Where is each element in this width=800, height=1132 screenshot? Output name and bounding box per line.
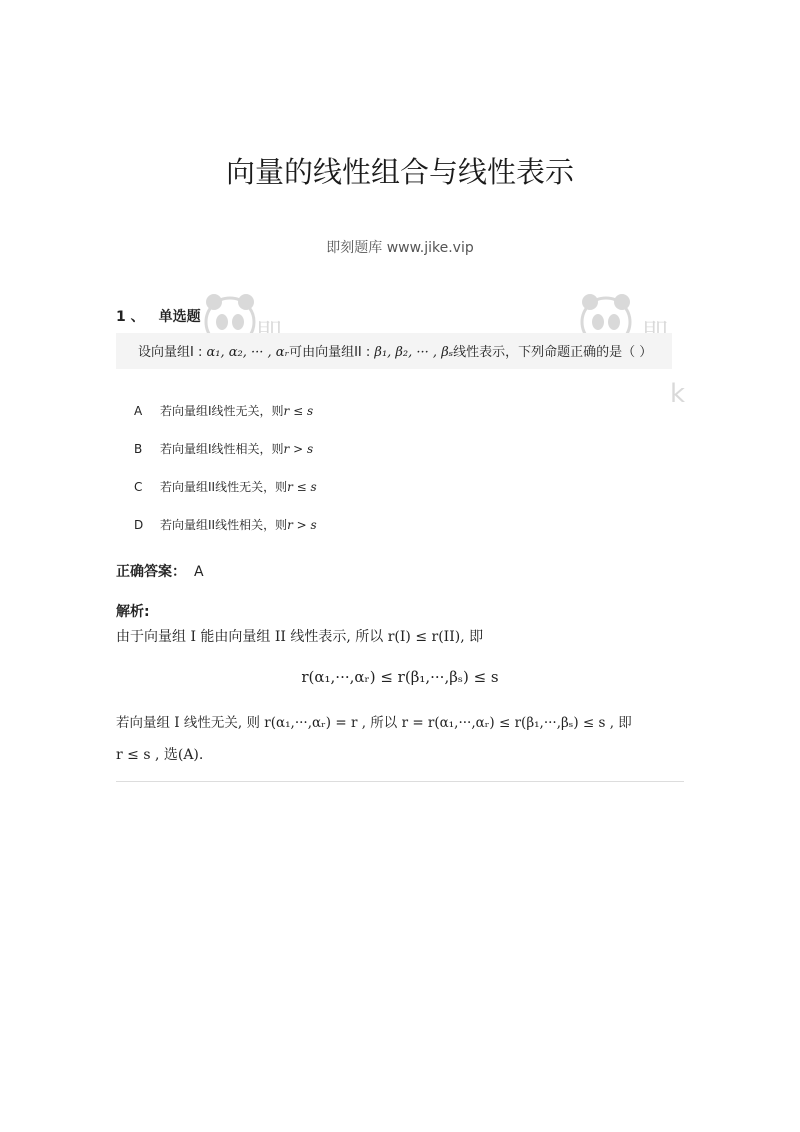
- stem-text-mid: 可由向量组II :: [289, 345, 375, 360]
- option-math: r > s: [283, 442, 314, 456]
- option-math: r ≤ s: [283, 404, 314, 418]
- svg-text:k: k: [670, 379, 686, 409]
- option-text: 若向量组II线性无关，则: [160, 480, 288, 494]
- page-title: 向量的线性组合与线性表示: [225, 155, 574, 189]
- question-type: 单选题: [158, 309, 201, 325]
- analysis-line-1: 由于向量组 I 能由向量组 II 线性表示, 所以 r(I) ≤ r(II), 即: [116, 629, 484, 645]
- stem-beta-set: β₁, β₂, ··· , βₛ: [374, 345, 454, 360]
- option-math: r ≤ s: [287, 480, 317, 494]
- option-text: 若向量组I线性无关，则: [160, 404, 284, 418]
- option-d[interactable]: [134, 516, 317, 533]
- page-subtitle: 即刻题库 www.jike.vip: [326, 240, 474, 256]
- stem-text-post: 线性表示，下列命题正确的是（ ）: [453, 345, 653, 360]
- correct-answer: [116, 561, 204, 581]
- stem-text-pre: 设向量组I :: [138, 345, 207, 360]
- stem-alpha-set: α₁, α₂, ··· , αᵣ: [206, 345, 290, 360]
- option-letter: D: [134, 518, 144, 532]
- question-number: 1 、: [116, 309, 145, 325]
- option-text: 若向量组I线性相关，则: [160, 442, 284, 456]
- option-letter: C: [134, 480, 143, 494]
- analysis-line-3: r ≤ s , 选(A).: [116, 747, 204, 763]
- question-header: [116, 306, 215, 326]
- answer-value: A: [194, 564, 204, 580]
- option-letter: A: [134, 404, 143, 418]
- analysis-line-2: 若向量组 I 线性无关, 则 r(α₁,···,αᵣ) = r , 所以 r = r(α₁,···,αᵣ) ≤ r(β₁,···,βₛ) ≤ s , 即: [116, 715, 632, 731]
- option-b[interactable]: [134, 440, 313, 457]
- option-letter: B: [134, 442, 143, 456]
- analysis-formula: r(α₁,···,αᵣ) ≤ r(β₁,···,βₛ) ≤ s: [301, 668, 499, 686]
- option-c[interactable]: [134, 478, 317, 495]
- option-math: r > s: [287, 518, 317, 532]
- option-a[interactable]: [134, 402, 313, 419]
- option-text: 若向量组II线性相关，则: [160, 518, 288, 532]
- question-stem: [116, 333, 672, 369]
- analysis-label: 解析:: [116, 604, 150, 620]
- divider: [116, 781, 684, 782]
- answer-label: 正确答案：: [116, 564, 186, 580]
